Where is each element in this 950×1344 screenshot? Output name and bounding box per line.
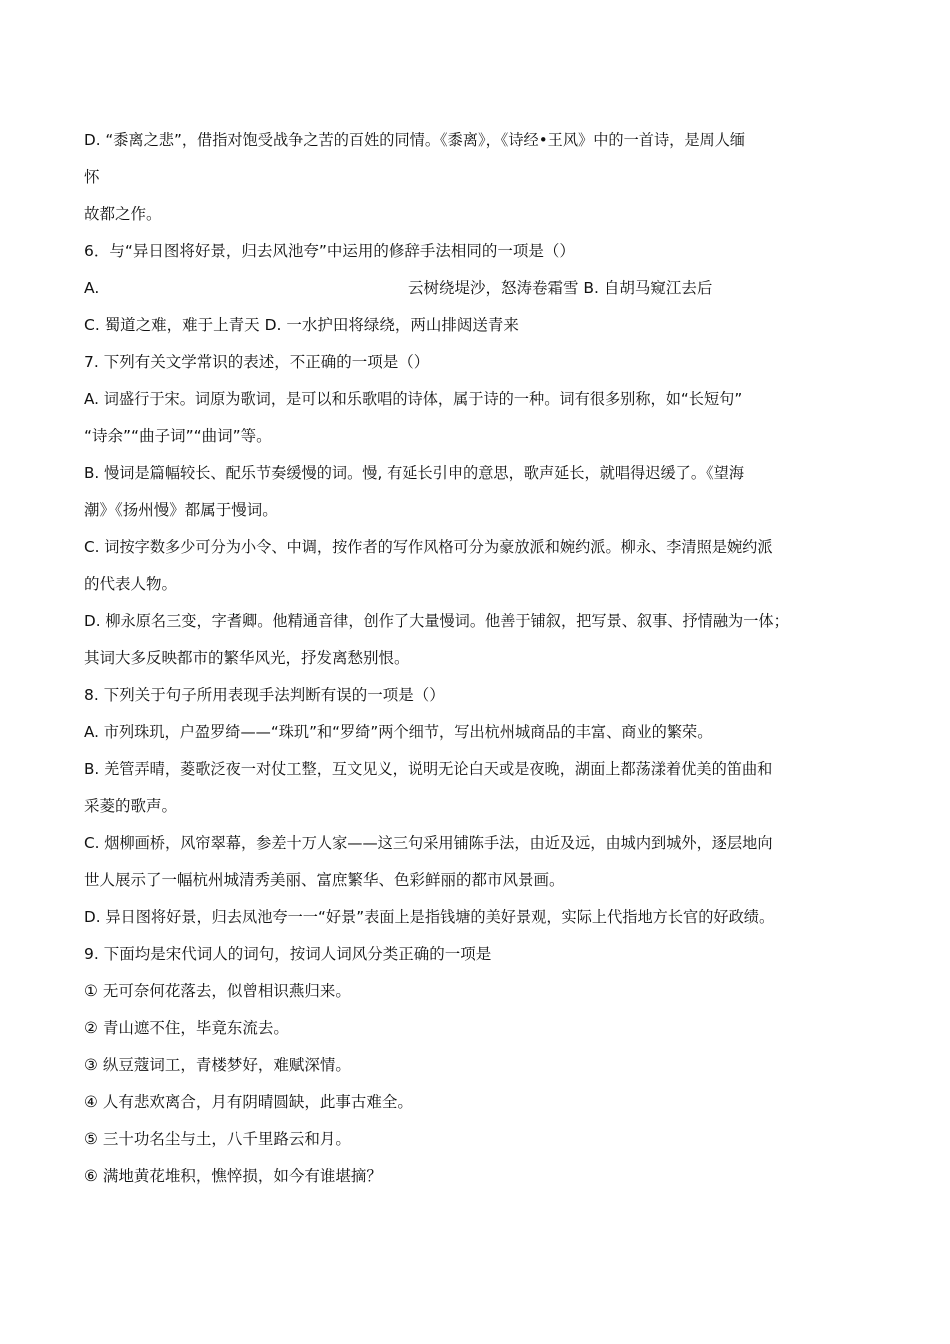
question-7-option-b-2: 潮》《扬州慢》都属于慢词。 [84,501,278,519]
question-9-stem: 9. 下面均是宋代词人的词句，按词人词风分类正确的一项是 [84,945,492,963]
question-7-option-d-2: 其词大多反映都市的繁华风光，抒发离愁别恨。 [84,649,410,667]
question-8-option-d: D. 异日图将好景，归去凤池夸一一“好景”表面上是指钱塘的美好景观，实际上代指地方长官的好政绩。 [84,908,775,926]
question-7-option-a-1: A. 词盛行于宋。词原为歌词，是可以和乐歌唱的诗体，属于诗的一种。词有很多别称，如“长短句” [84,390,743,408]
question-6-option-a-b: 云树绕堤沙，怒涛卷霜雪 B. 自胡马窥江去后 [408,279,713,297]
question-7-option-d-1: D. 柳永原名三变，字耆卿。他精通音律，创作了大量慢词。他善于铺叙，把写景、叙事、抒情融为一体； [84,612,789,630]
question-7-option-c-2: 的代表人物。 [84,575,178,593]
question-9-item-5: ⑤ 三十功名尘与土，八千里路云和月。 [84,1130,351,1148]
question-9-item-3: ③ 纵豆蔻词工，青楼梦好，难赋深情。 [84,1056,351,1074]
question-8-stem: 8. 下列关于句子所用表现手法判断有误的一项是（） [84,686,445,704]
question-7-stem: 7. 下列有关文学常识的表述，不正确的一项是（） [84,353,430,371]
option-d-line-1: D. “黍离之悲”，借指对饱受战争之苦的百姓的同情。《黍离》，《诗经•王风》中的一首诗，是周人缅 [84,131,746,149]
option-d-line-3: 故都之作。 [84,205,162,223]
question-7-option-a-2: “诗余”“曲子词”“曲词”等。 [84,427,272,445]
option-d-line-2: 怀 [84,168,100,186]
question-6-option-a-label: A. [84,279,100,297]
question-7-option-b-1: B. 慢词是篇幅较长、配乐节奏缓慢的词。慢, 有延长引申的意思，歌声延长，就唱得迟缓了。《望海 [84,464,745,482]
question-8-option-c-1: C. 烟柳画桥，风帘翠幕，参差十万人家——这三句采用铺陈手法，由近及远，由城内到城外，逐层地向 [84,834,773,852]
question-6-option-c-d: C. 蜀道之难，难于上青天 D. 一水护田将绿绕，两山排闼送青来 [84,316,519,334]
question-9-item-6: ⑥ 满地黄花堆积，憔悴损，如今有谁堪摘？ [84,1167,382,1185]
question-9-item-2: ② 青山遮不住，毕竟东流去。 [84,1019,289,1037]
question-8-option-b-1: B. 羌管弄晴，菱歌泛夜一对仗工整，互文见义，说明无论白天或是夜晚，湖面上都荡漾着优美的笛曲和 [84,760,773,778]
question-8-option-c-2: 世人展示了一幅杭州城清秀美丽、富庶繁华、色彩鲜丽的都市风景画。 [84,871,565,889]
question-7-option-c-1: C. 词按字数多少可分为小令、中调，按作者的写作风格可分为豪放派和婉约派。柳永、李清照是婉约派 [84,538,773,556]
question-9-item-4: ④ 人有悲欢离合，月有阴晴圆缺，此事古难全。 [84,1093,413,1111]
question-9-item-1: ① 无可奈何花落去，似曾相识燕归来。 [84,982,351,1000]
question-8-option-b-2: 采菱的歌声。 [84,797,178,815]
question-8-option-a: A. 市列珠玑，户盈罗绮——“珠玑”和“罗绮”两个细节，写出杭州城商品的丰富、商业的繁荣。 [84,723,713,741]
question-6-stem: 6．与“异日图将好景，归去风池夸”中运用的修辞手法相同的一项是（） [84,242,575,260]
